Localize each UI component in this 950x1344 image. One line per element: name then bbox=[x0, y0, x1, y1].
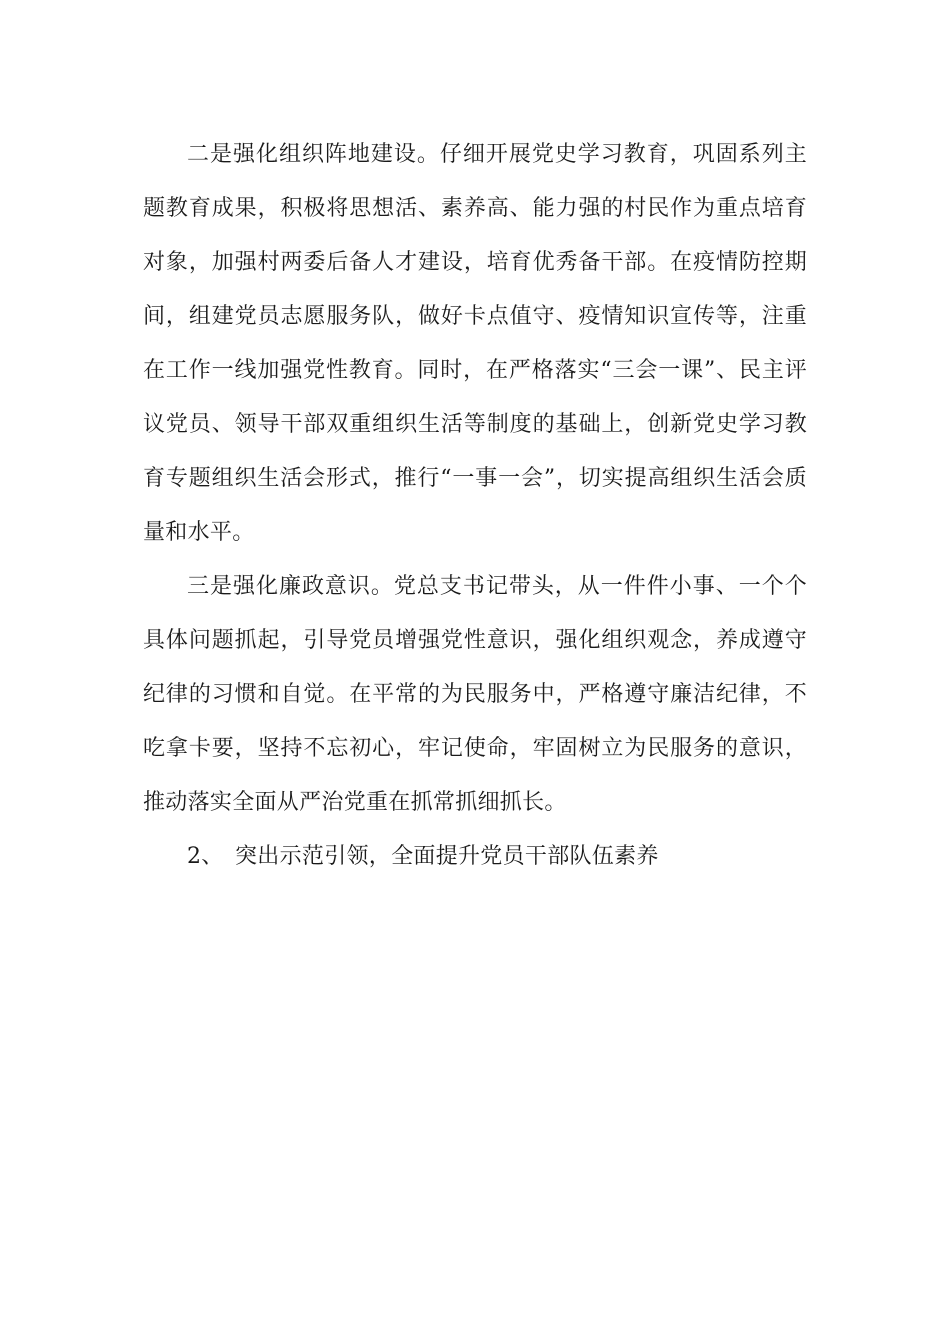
section-heading-number: 2、 bbox=[187, 844, 224, 869]
section-heading bbox=[143, 830, 807, 884]
document-body bbox=[143, 128, 807, 884]
paragraph-organization-building: 二是强化组织阵地建设。仔细开展党史学习教育，巩固系列主题教育成果，积极将思想活、素养高、能力强的村民作为重点培育对象，加强村两委后备人才建设，培育优秀备干部。在疫情防控期间，组建党员志愿服务队，做好卡点值守、疫情知识宣传等，注重在工作一线加强党性教育。同时，在严格落实“三会一课”、民主评议党员、领导干部双重组织生活等制度的基础上，创新党史学习教育专题组织生活会形式，推行“一事一会”，切实提高组织生活会质量和水平。 bbox=[143, 142, 807, 545]
paragraph-integrity-awareness: 三是强化廉政意识。党总支书记带头，从一件件小事、一个个具体问题抓起，引导党员增强党性意识，强化组织观念，养成遵守纪律的习惯和自觉。在平常的为民服务中，严格遵守廉洁纪律，不吃拿卡要，坚持不忘初心，牢记使命，牢固树立为民服务的意识，推动落实全面从严治党重在抓常抓细抓长。 bbox=[143, 574, 807, 815]
section-heading-text: 突出示范引领，全面提升党员干部队伍素养 bbox=[235, 844, 659, 869]
